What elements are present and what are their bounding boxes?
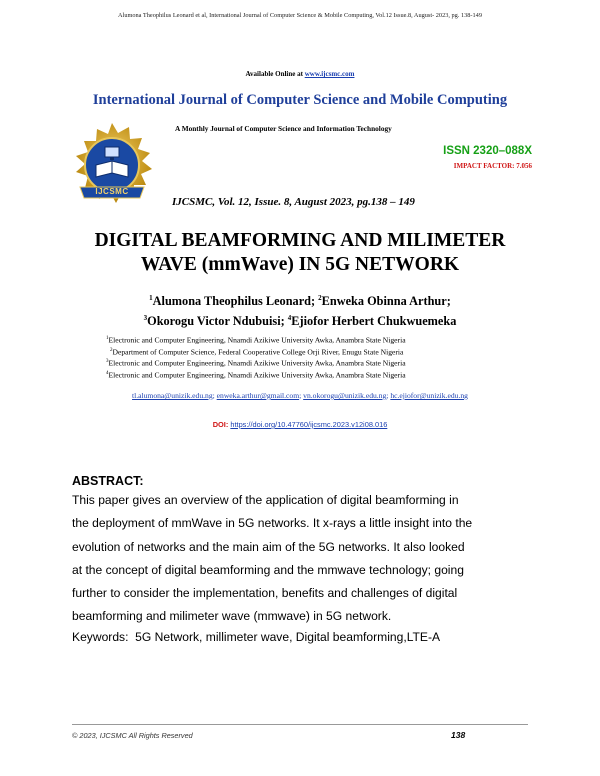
footer-divider [72,724,528,725]
affiliation-1-text: Electronic and Computer Engineering, Nnamdi Azikiwe University Awka, Anambra State Nigeria [108,335,406,345]
affiliation-2-text: Department of Computer Science, Federal Cooperative College Orji River, Enugu State Nigeria [112,347,404,357]
author-3-sup: 3 [143,314,148,323]
affiliation-2 [106,346,406,358]
email-link-1[interactable]: tl.alumona@unizik.edu.ng [132,391,213,400]
author-1-sup: 1 [149,294,153,302]
doi-label: DOI: [212,420,229,429]
available-online [0,70,600,78]
authors-line-2 [0,310,600,330]
available-online-label: Available Online at [245,70,303,78]
page-number: 138 [451,730,466,740]
email-list: tl.alumona@unizik.edu.ng; enweka.arthur@gmail.com; vn.okorogu@unizik.edu.ng; hc.ejiofor@unizik.edu.ng [132,391,468,400]
affiliation-4-text: Electronic and Computer Engineering, Nnamdi Azikiwe University Awka, Anambra State Nigeria [108,370,406,380]
author-4-name: Ejiofor Herbert Chukwuemeka [291,314,457,329]
journal-website-link[interactable]: www.ijcsmc.com [304,70,355,78]
affiliation-4 [106,369,406,381]
author-3-name: Okorogu Victor Ndubuisi; [147,314,285,329]
doi [0,420,600,429]
author-2-sup: 2 [318,294,322,302]
running-header: Alumona Theophilus Leonard et al, International Journal of Computer Science & Mobile Computing, Vol.12 Issue.8, August- 2023, pg. 138-149 [118,12,482,19]
journal-logo [66,121,158,213]
paper-title [0,229,600,277]
affiliation-1-sup: 1 [106,336,109,341]
author-4-sup: 4 [287,314,292,323]
affiliation-4-sup: 4 [106,370,109,376]
logo-emblem-icon [66,121,158,213]
abstract-line-6: beamforming and milimeter wave (mmwave) in 5G network. [72,609,392,624]
affiliation-3 [106,357,406,369]
citation: IJCSMC, Vol. 12, Issue. 8, August 2023, pg.138 – 149 [172,196,415,208]
impact-factor: IMPACT FACTOR: 7.056 [453,162,532,170]
abstract-heading: ABSTRACT: [72,474,144,488]
keywords: Keywords: 5G Network, millimeter wave, Digital beamforming,LTE-A [72,630,441,644]
doi-link[interactable]: https://doi.org/10.47760/ijcsmc.2023.v12i08.016 [230,420,388,429]
affiliation-2-sup: 2 [110,347,113,353]
affiliation-3-text: Electronic and Computer Engineering, Nnamdi Azikiwe University Awka, Anambra State Nigeria [108,358,406,368]
email-link-3[interactable]: vn.okorogu@unizik.edu.ng [303,391,387,400]
title-line-1: DIGITAL BEAMFORMING AND MILIMETER [94,230,506,251]
email-link-4[interactable]: hc.ejiofor@unizik.edu.ng [390,391,468,400]
abstract-line-5: further to consider the implementation, benefits and challenges of digital [72,586,458,601]
journal-title: International Journal of Computer Science and Mobile Computing [92,92,508,108]
affiliations [106,334,406,380]
issn: ISSN 2320–088X [443,145,532,157]
abstract-body [72,489,542,629]
affiliation-3-sup: 3 [106,359,109,365]
footer-copyright: © 2023, IJCSMC All Rights Reserved [72,731,193,740]
email-link-2[interactable]: enweka.arthur@gmail.com [216,391,300,400]
authors [0,290,600,330]
abstract-line-2: the deployment of mmWave in 5G networks. It x-rays a little insight into the [72,516,473,531]
author-1-name: Alumona Theophilus Leonard; [152,294,316,309]
affiliation-1 [106,334,406,346]
abstract-line-4: at the concept of digital beamforming and the mmwave technology; going [72,562,464,577]
abstract-line-3: evolution of networks and the main aim of the 5G networks. It also looked [72,539,465,554]
author-2-name: Enweka Obinna Arthur; [321,294,451,309]
title-line-2: WAVE (mmWave) IN 5G NETWORK [140,254,460,275]
authors-line-1 [0,290,600,310]
journal-subtitle: A Monthly Journal of Computer Science and Information Technology [175,124,392,133]
logo-text: IJCSMC [95,187,129,196]
abstract-line-1: This paper gives an overview of the application of digital beamforming in [72,493,459,507]
